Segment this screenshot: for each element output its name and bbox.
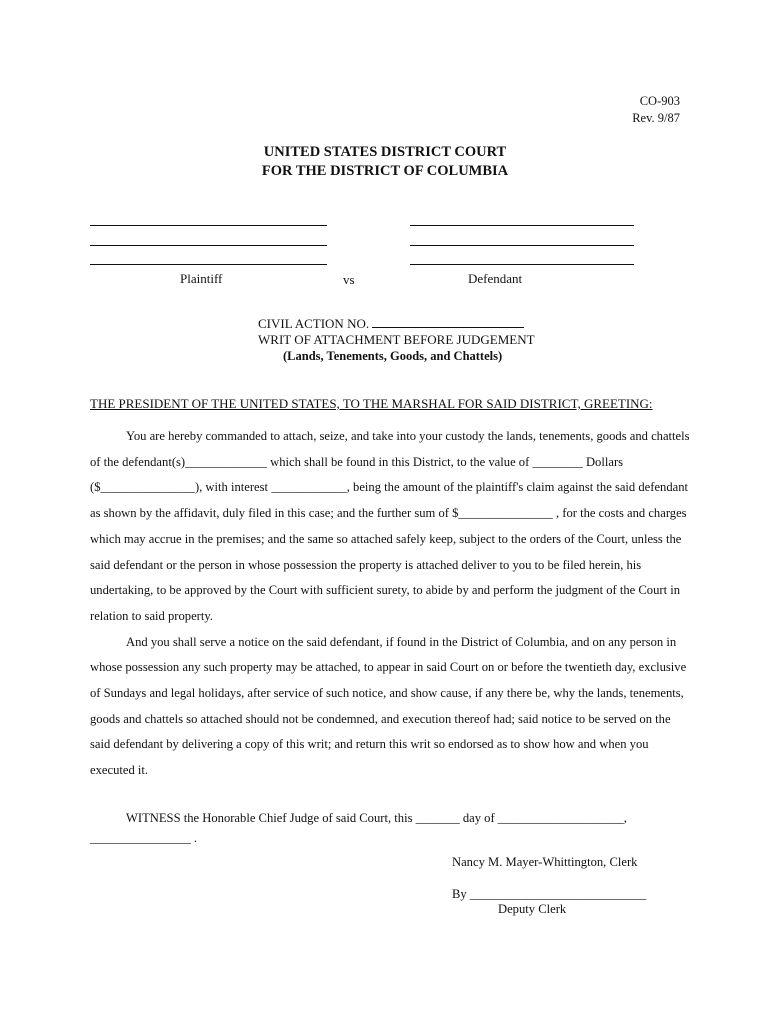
- defendant-line-1[interactable]: [410, 225, 634, 226]
- court-name-line1: UNITED STATES DISTRICT COURT: [263, 144, 507, 160]
- court-name-line2: FOR THE DISTRICT OF COLUMBIA: [261, 163, 509, 179]
- plaintiff-line-2[interactable]: [90, 245, 327, 246]
- witness-line-2: ________________ .: [90, 831, 198, 845]
- plaintiff-line-1[interactable]: [90, 225, 327, 226]
- court-heading: [0, 143, 770, 181]
- form-revision: Rev. 9/87: [632, 111, 680, 125]
- witness-block: [90, 808, 627, 848]
- civil-action-label: CIVIL ACTION NO.: [258, 316, 370, 331]
- deputy-clerk-label: Deputy Clerk: [498, 902, 567, 916]
- civil-action-number-field[interactable]: [372, 316, 524, 328]
- writ-title: WRIT OF ATTACHMENT BEFORE JUDGEMENT: [258, 332, 535, 347]
- plaintiff-line-3[interactable]: [90, 264, 327, 265]
- defendant-label: Defendant: [468, 271, 523, 286]
- defendant-line-3[interactable]: [410, 264, 634, 265]
- form-number-block: [632, 93, 680, 127]
- vs-label: vs: [343, 272, 355, 287]
- body-paragraph-2: And you shall serve a notice on the said defendant, if found in the District of Columbia, and on any person in whose possession any such property may be attached, to appear in said Court on or before the twentieth day, exclusive of Sundays and legal holidays, after service of such notice, and show cause, if any there be, why the lands, tenements, goods and chattels so attached should not be condemned, and execution thereof had; said notice to be served on the said defendant by delivering a copy of this writ; and return this writ so endorsed as to show how and when you executed it.: [90, 634, 687, 778]
- defendant-line-2[interactable]: [410, 245, 634, 246]
- witness-line-1: WITNESS the Honorable Chief Judge of said Court, this _______ day of ____________________,: [126, 811, 627, 825]
- writ-subtitle: (Lands, Tenements, Goods, and Chattels): [283, 349, 503, 363]
- by-signature-line[interactable]: By ____________________________: [452, 887, 647, 901]
- plaintiff-label: Plaintiff: [180, 271, 223, 286]
- body-paragraph-1: You are hereby commanded to attach, seize, and take into your custody the lands, tenements, goods and chattels of the defendant(s)_____________ which shall be found in this District, to the value of ________ Dollars ($_______________), with interest ____________, being the amount of the plaintiff's claim against the said defendant as shown by the affidavit, duly filed in this case; and the further sum of $_______________ , for the costs and charges which may accrue in the premises; and the same so attached safely keep, subject to the orders of the Court, unless the said defendant or the person in whose possession the property is attached deliver to you to be filed herein, his undertaking, to be approved by the Court with sufficient surety, to abide by and perform the judgment of the Court in relation to said property.: [90, 429, 690, 623]
- civil-action-row: [258, 316, 535, 332]
- clerk-name: Nancy M. Mayer-Whittington, Clerk: [452, 855, 638, 869]
- form-number: CO-903: [639, 94, 680, 108]
- greeting: THE PRESIDENT OF THE UNITED STATES, TO THE MARSHAL FOR SAID DISTRICT, GREETING:: [90, 396, 653, 411]
- civil-action-block: [258, 316, 535, 348]
- writ-body: [90, 424, 690, 784]
